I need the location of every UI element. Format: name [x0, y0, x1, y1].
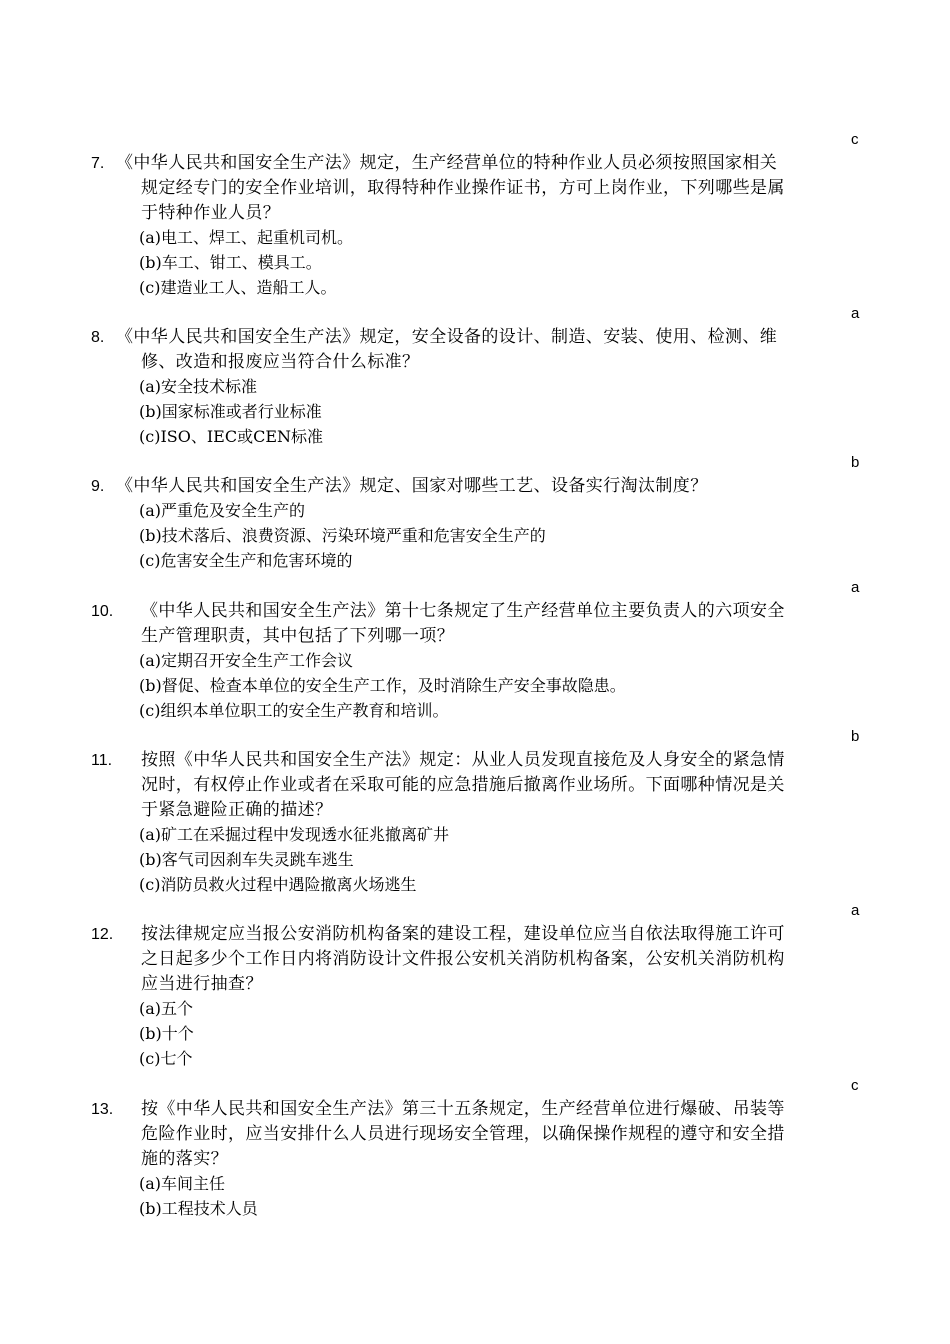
option-b: (b)国家标准或者行业标准 [139, 402, 322, 421]
option-a: (a)电工、焊工、起重机司机。 [139, 228, 354, 247]
question-stem [116, 151, 832, 225]
question-stem [116, 325, 832, 375]
option-list [139, 822, 449, 897]
option-a: (a)矿工在采掘过程中发现透水征兆撤离矿井 [139, 825, 450, 844]
stem-line: 按法律规定应当报公安消防机构备案的建设工程，建设单位应当自依法取得施工许可 [141, 924, 785, 944]
question-number: 9. [91, 478, 105, 495]
option-c: (c)危害安全生产和危害环境的 [139, 551, 353, 570]
option-list [139, 1171, 258, 1221]
option-b: (b)客气司因刹车失灵跳车逃生 [139, 850, 354, 869]
stem-line: 《中华人民共和国安全生产法》规定、国家对哪些工艺、设备实行淘汰制度？ [116, 476, 708, 496]
answer-key: b [851, 728, 860, 745]
option-c: (c)消防员救火过程中遇险撤离火场逃生 [139, 875, 417, 894]
option-list [139, 374, 323, 449]
option-b: (b)督促、检查本单位的安全生产工作，及时消除生产安全事故隐患。 [139, 676, 626, 695]
question-stem [141, 922, 857, 996]
answer-key: a [851, 902, 860, 919]
question-stem [116, 474, 832, 499]
stem-line: 况时，有权停止作业或者在采取可能的应急措施后撤离作业场所。下面哪种情况是关 [141, 774, 785, 795]
option-b: (b)技术落后、浪费资源、污染环境严重和危害安全生产的 [139, 526, 546, 545]
stem-line: 《中华人民共和国安全生产法》规定，安全设备的设计、制造、安装、使用、检测、维 [116, 327, 778, 347]
stem-line: 应当进行抽查？ [141, 973, 263, 994]
question-number: 8. [91, 329, 105, 346]
answer-key: a [851, 579, 860, 596]
question-stem [141, 1097, 857, 1171]
option-a: (a)严重危及安全生产的 [139, 501, 306, 520]
question-number: 10. [91, 603, 114, 620]
stem-line: 规定经专门的安全作业培训，取得特种作业操作证书，方可上岗作业，下列哪些是属 [141, 177, 785, 198]
option-b: (b)十个 [139, 1024, 194, 1043]
stem-line: 按照《中华人民共和国安全生产法》规定：从业人员发现直接危及人身安全的紧急情 [141, 750, 785, 770]
question-stem [141, 748, 857, 822]
option-list [139, 498, 546, 573]
stem-line: 《中华人民共和国安全生产法》第十七条规定了生产经营单位主要负责人的六项安全 [141, 601, 785, 621]
option-list [139, 996, 194, 1071]
stem-line: 危险作业时，应当安排什么人员进行现场安全管理，以确保操作规程的遵守和安全措 [141, 1123, 785, 1144]
option-list [139, 648, 626, 723]
stem-line: 修、改造和报废应当符合什么标准？ [141, 351, 420, 372]
question-number: 13. [91, 1101, 114, 1118]
option-list [139, 225, 353, 300]
stem-line: 于紧急避险正确的描述？ [141, 799, 333, 820]
stem-line: 生产管理职责，其中包括了下列哪一项？ [141, 625, 455, 646]
answer-key: c [851, 131, 859, 148]
stem-line: 之日起多少个工作日内将消防设计文件报公安机关消防机构备案，公安机关消防机构 [141, 948, 785, 969]
option-a: (a)车间主任 [139, 1174, 226, 1193]
option-b: (b)工程技术人员 [139, 1199, 258, 1218]
question-number: 12. [91, 926, 114, 943]
answer-key: c [851, 1077, 859, 1094]
question-number: 7. [91, 155, 105, 172]
option-c: (c)建造业工人、造船工人。 [139, 278, 337, 297]
option-a: (a)五个 [139, 999, 194, 1018]
answer-key: a [851, 305, 860, 322]
stem-line: 《中华人民共和国安全生产法》规定，生产经营单位的特种作业人员必须按照国家相关 [116, 153, 778, 173]
question-stem [141, 599, 857, 649]
answer-key: b [851, 454, 860, 471]
option-a: (a)定期召开安全生产工作会议 [139, 651, 354, 670]
question-number: 11. [91, 752, 113, 769]
option-c: (c)组织本单位职工的安全生产教育和培训。 [139, 701, 449, 720]
option-c: (c)七个 [139, 1049, 193, 1068]
stem-line: 按《中华人民共和国安全生产法》第三十五条规定，生产经营单位进行爆破、吊装等 [141, 1099, 785, 1119]
stem-line: 于特种作业人员？ [141, 202, 281, 223]
stem-line: 施的落实？ [141, 1148, 228, 1169]
option-a: (a)安全技术标准 [139, 377, 258, 396]
option-b: (b)车工、钳工、模具工。 [139, 253, 322, 272]
option-c: (c)ISO、IEC或CEN标准 [139, 427, 324, 446]
